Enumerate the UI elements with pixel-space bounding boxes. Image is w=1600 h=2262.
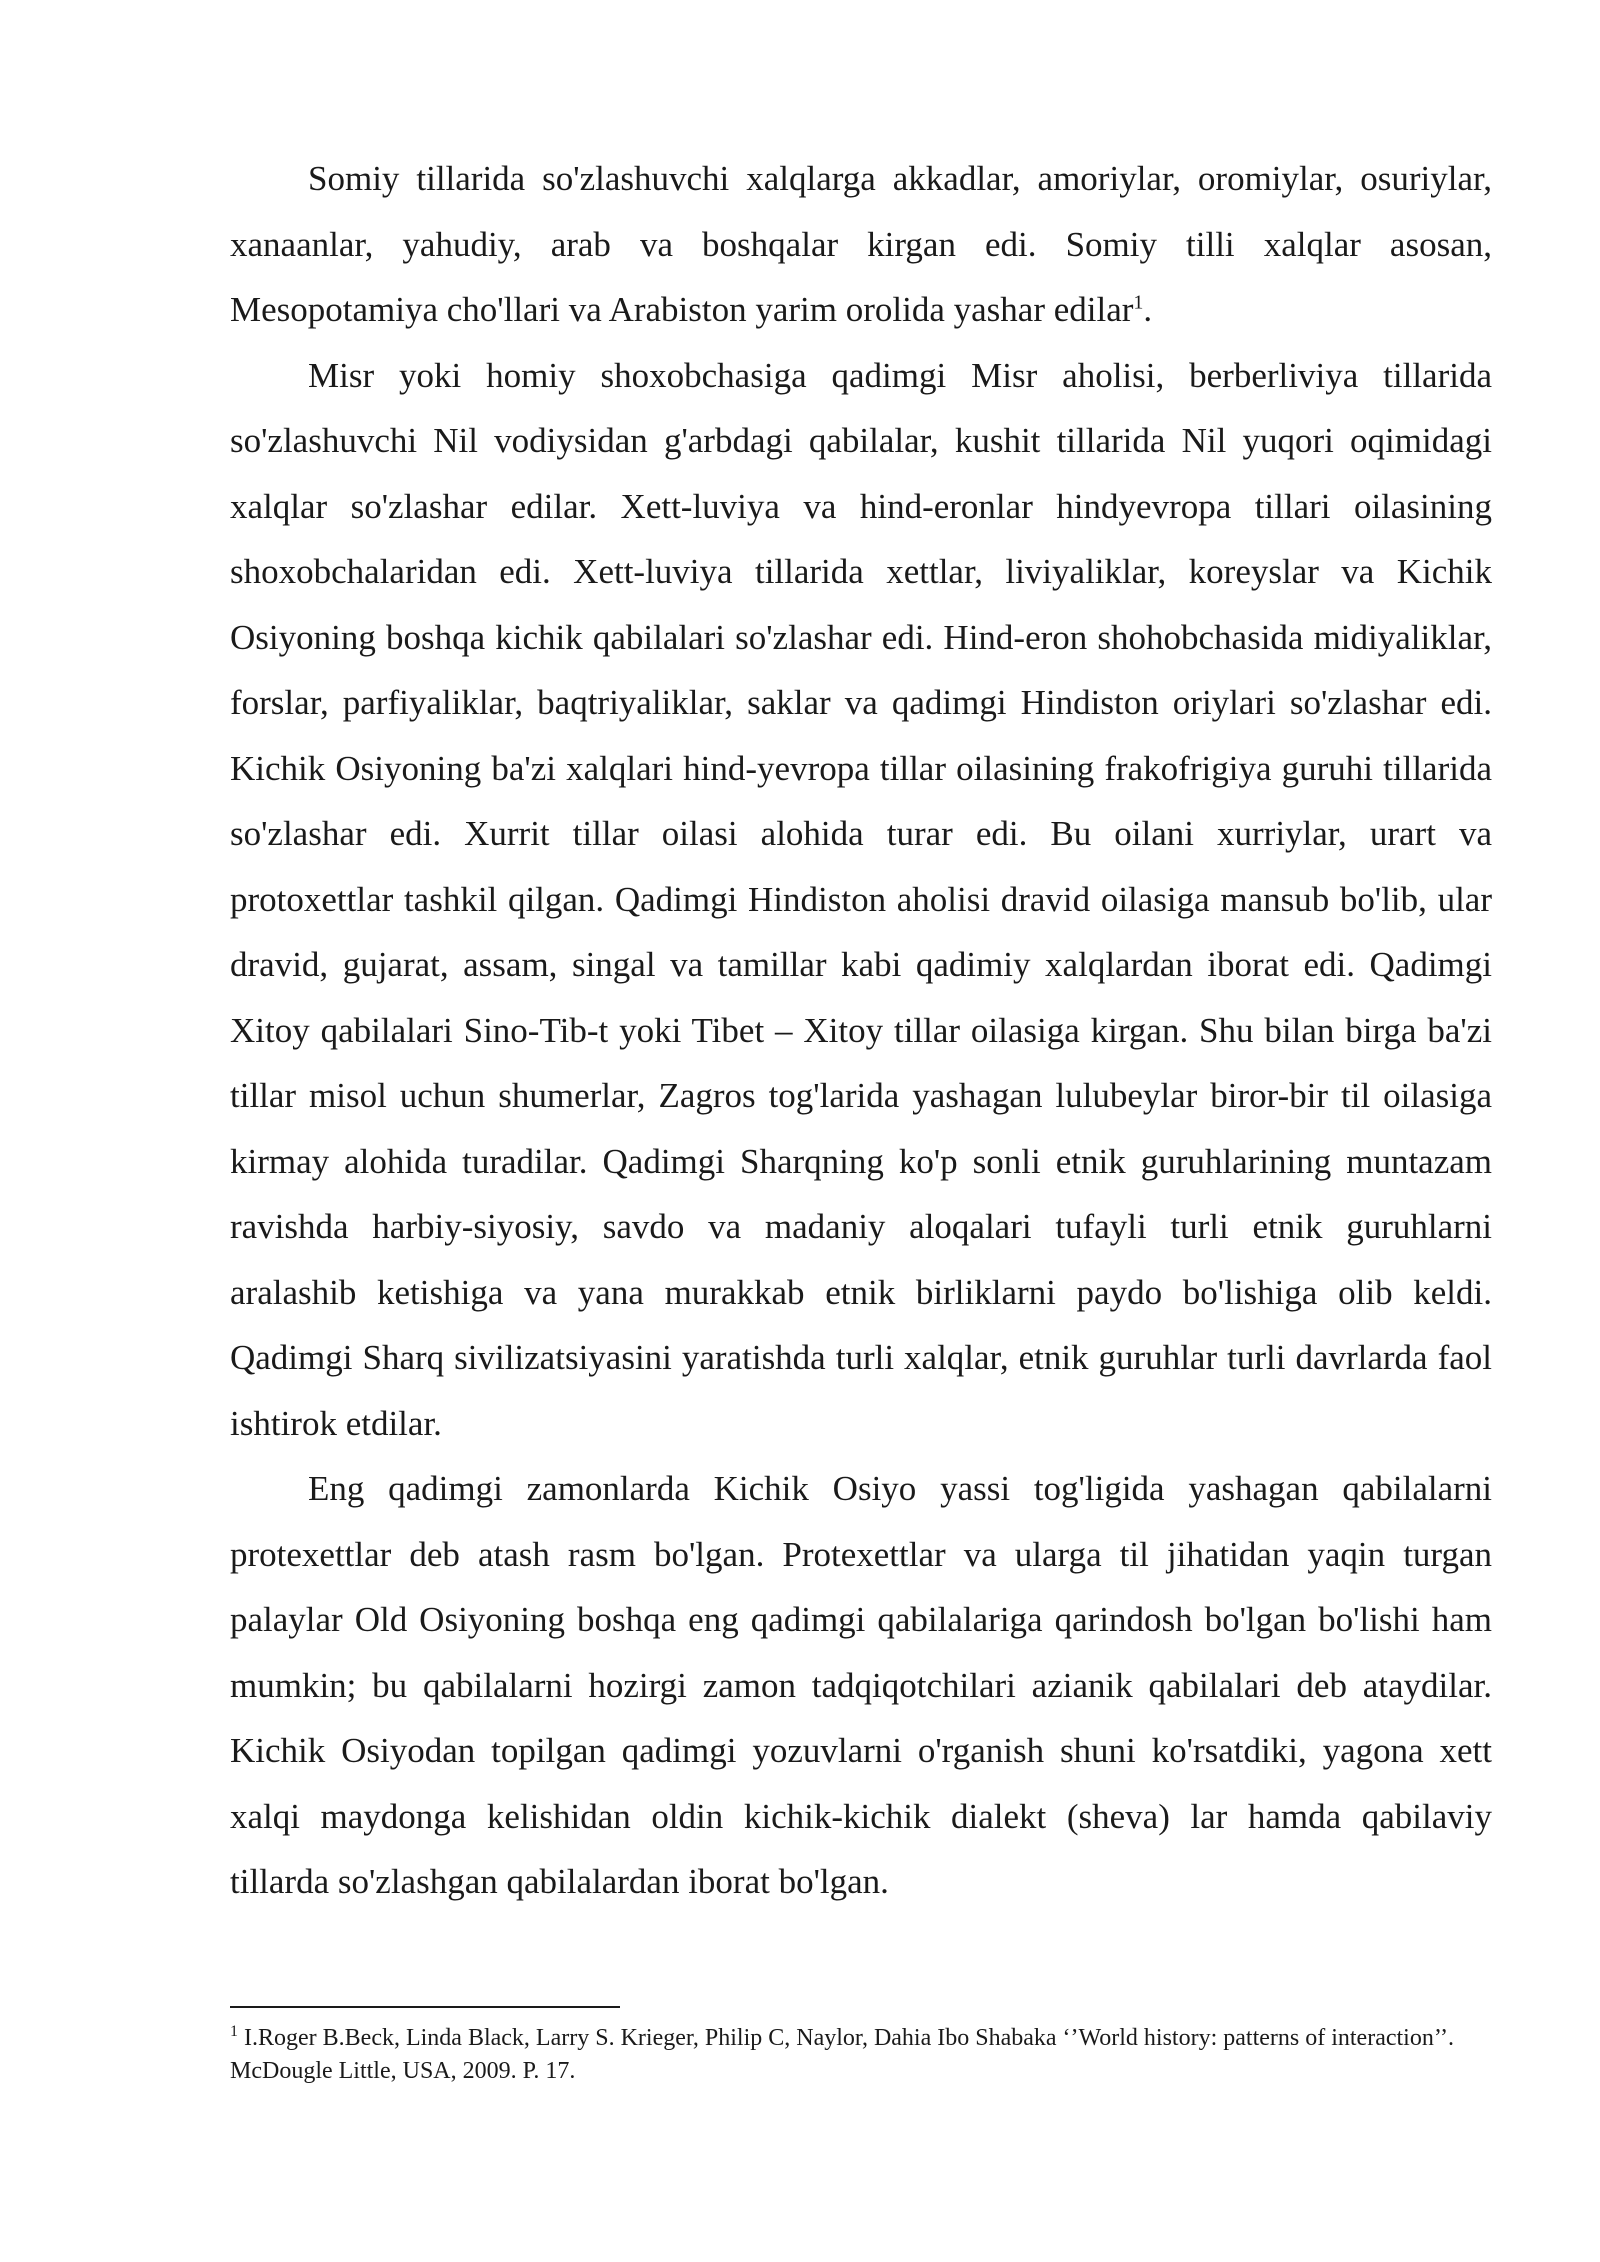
footnote-marker: 1 — [230, 2023, 238, 2040]
paragraph-3 — [230, 1456, 1492, 1915]
paragraph-2 — [230, 343, 1492, 1457]
footnote — [230, 2022, 1492, 2088]
paragraph-1 — [230, 146, 1492, 343]
paragraph-1-text: Somiy tillarida so'zlashuvchi xalqlarga akkadlar, amoriylar, oromiylar, osuriylar, xanaanlar, yahudiy, arab va boshqalar kirgan edi. Somiy tilli xalqlar asosan, Mesopotamiya cho'llari va Arabiston yarim orolida yashar edilar — [230, 159, 1492, 329]
document-body — [230, 146, 1492, 1915]
paragraph-1-trail: . — [1143, 290, 1153, 329]
footnote-text: I.Roger B.Beck, Linda Black, Larry S. Krieger, Philip C, Naylor, Dahia Ibo Shabaka ‘’World history: patterns of interaction’’. McDougle Little, USA, 2009. P. 17. — [230, 2025, 1455, 2084]
footnote-separator — [230, 2006, 620, 2008]
paragraph-2-text: Misr yoki homiy shoxobchasiga qadimgi Misr aholisi, berberliviya tillarida so'zlashuvchi Nil vodiysidan g'arbdagi qabilalar, kushit tillarida Nil yuqori oqimidagi xalqlar so'zlashar edilar. Xett-luviya va hind-eronlar hindyevropa tillari oilasining shoxobchalaridan edi. Xett-luviya tillarida xettlar, liviyaliklar, koreyslar va Kichik Osiyoning boshqa kichik qabilalari so'zlashar edi. Hind-eron shohobchasida midiyaliklar, forslar, parfiyaliklar, baqtriyaliklar, saklar va qadimgi Hindiston oriylari so'zlashar edi. Kichik Osiyoning ba'zi xalqlari hind-yevropa tillar oilasining frakofrigiya guruhi tillarida so'zlashar edi. Xurrit tillar oilasi alohida turar edi. Bu oilani xurriylar, urart va protoxettlar tashkil qilgan. Qadimgi Hindiston aholisi dravid oilasiga mansub bo'lib, ular dravid, gujarat, assam, singal va tamillar kabi qadimiy xalqlardan iborat edi. Qadimgi Xitoy qabilalari Sino-Tib-t yoki Tibet – Xitoy tillar oilasiga kirgan. Shu bilan birga ba'zi tillar misol uchun shumerlar, Zagros tog'larida yashagan lulubeylar biror-bir til oilasiga kirmay alohida turadilar. Qadimgi Sharqning ko'p sonli etnik guruhlarining muntazam ravishda harbiy-siyosiy, savdo va madaniy aloqalari tufayli turli etnik guruhlarni aralashib ketishiga va yana murakkab etnik birliklarni paydo bo'lishiga olib keldi. Qadimgi Sharq sivilizatsiyasini yaratishda turli xalqlar, etnik guruhlar turli davrlarda faol ishtirok etdilar. — [230, 355, 1492, 1443]
footnote-reference[interactable]: 1 — [1133, 291, 1144, 314]
paragraph-3-text: Eng qadimgi zamonlarda Kichik Osiyo yassi tog'ligida yashagan qabilalarni protexettlar deb atash rasm bo'lgan. Protexettlar va ularga til jihatidan yaqin turgan palaylar Old Osiyoning boshqa eng qadimgi qabilalariga qarindosh bo'lgan bo'lishi ham mumkin; bu qabilalarni hozirgi zamon tadqiqotchilari azianik qabilalari deb ataydilar. Kichik Osiyodan topilgan qadimgi yozuvlarni o'rganish shuni ko'rsatdiki, yagona xett xalqi maydonga kelishidan oldin kichik-kichik dialekt (sheva) lar hamda qabilaviy tillarda so'zlashgan qabilalardan iborat bo'lgan. — [230, 1469, 1492, 1901]
